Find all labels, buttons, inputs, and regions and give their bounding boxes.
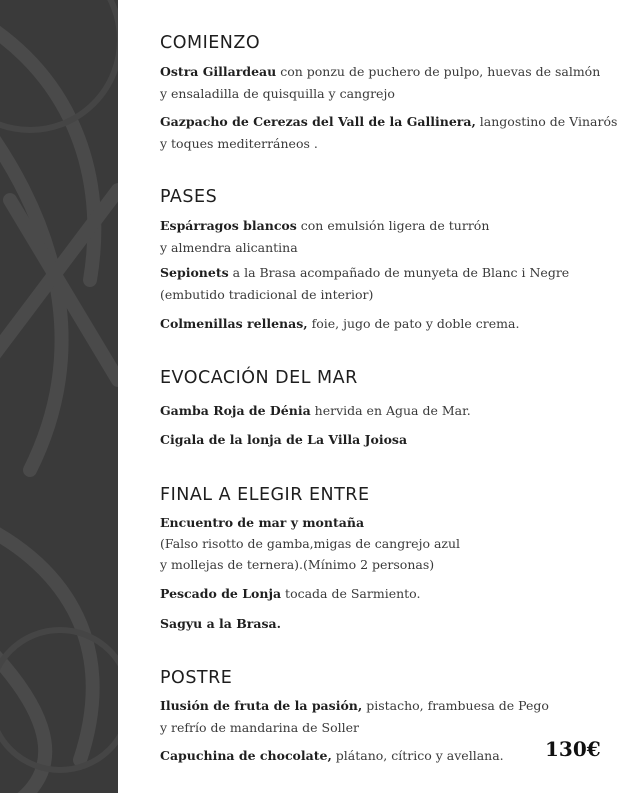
menu-item [160, 114, 617, 129]
dish-name: Ilusión de fruta de la pasión, [160, 698, 363, 713]
section-title-pases: PASES [160, 187, 218, 207]
menu-item [160, 748, 504, 763]
dish-desc: pistacho, frambuesa de Pego [362, 698, 549, 713]
menu-item [160, 218, 489, 233]
dish-desc: con emulsión ligera de turrón [296, 218, 490, 233]
dish-name: Espárragos blancos [160, 218, 297, 233]
dish-desc-cont: y refrío de mandarina de Soller [160, 720, 359, 735]
dish-desc: langostino de Vinarós [475, 114, 618, 129]
dish-name: Capuchina de chocolate, [160, 748, 332, 763]
section-title-comienzo: COMIENZO [160, 33, 261, 53]
section-title-postre: POSTRE [160, 668, 233, 688]
menu-item [160, 515, 364, 530]
dish-desc: con ponzu de puchero de pulpo, huevas de salmón [276, 64, 601, 79]
menu-item [160, 616, 281, 631]
dish-name: Ostra Gillardeau [160, 64, 277, 79]
dish-desc: plátano, cítrico y avellana. [331, 748, 504, 763]
dish-name: Cigala de la lonja de La Villa Joiosa [160, 432, 408, 447]
dish-name: Colmenillas rellenas, [160, 316, 308, 331]
dish-desc-cont: y ensaladilla de quisquilla y cangrejo [160, 86, 395, 101]
menu-item [160, 265, 569, 280]
dish-desc-cont: y mollejas de ternera).(Mínimo 2 personas) [160, 557, 435, 572]
dish-name: Sagyu a la Brasa. [160, 616, 281, 631]
dish-name: Pescado de Lonja [160, 586, 282, 601]
dish-desc: a la Brasa acompañado de munyeta de Blanc i Negre [228, 265, 570, 280]
section-title-final: FINAL A ELEGIR ENTRE [160, 485, 370, 505]
dish-name: Encuentro de mar y montaña [160, 515, 365, 530]
dish-desc: tocada de Sarmiento. [281, 586, 421, 601]
menu-item [160, 316, 519, 331]
dish-desc-cont: (embutido tradicional de interior) [160, 287, 374, 302]
dish-name: Gamba Roja de Dénia [160, 403, 311, 418]
sidebar-ornament [0, 0, 118, 793]
dish-desc: hervida en Agua de Mar. [310, 403, 471, 418]
dish-desc-cont: y toques mediterráneos . [160, 136, 318, 151]
section-title-evocacion: EVOCACIÓN DEL MAR [160, 368, 358, 388]
menu-item [160, 403, 471, 418]
dish-desc-cont: (Falso risotto de gamba,migas de cangrejo azul [160, 536, 461, 551]
dish-name: Gazpacho de Cerezas del Vall de la Gallinera, [160, 114, 476, 129]
menu-item [160, 432, 407, 447]
menu-item [160, 64, 600, 79]
dish-name: Sepionets [160, 265, 229, 280]
menu-price: 130€ [545, 737, 601, 761]
dish-desc-cont: y almendra alicantina [160, 240, 298, 255]
decorative-sidebar [0, 0, 118, 793]
menu-item [160, 698, 549, 713]
dish-desc: foie, jugo de pato y doble crema. [307, 316, 520, 331]
menu-item [160, 586, 420, 601]
